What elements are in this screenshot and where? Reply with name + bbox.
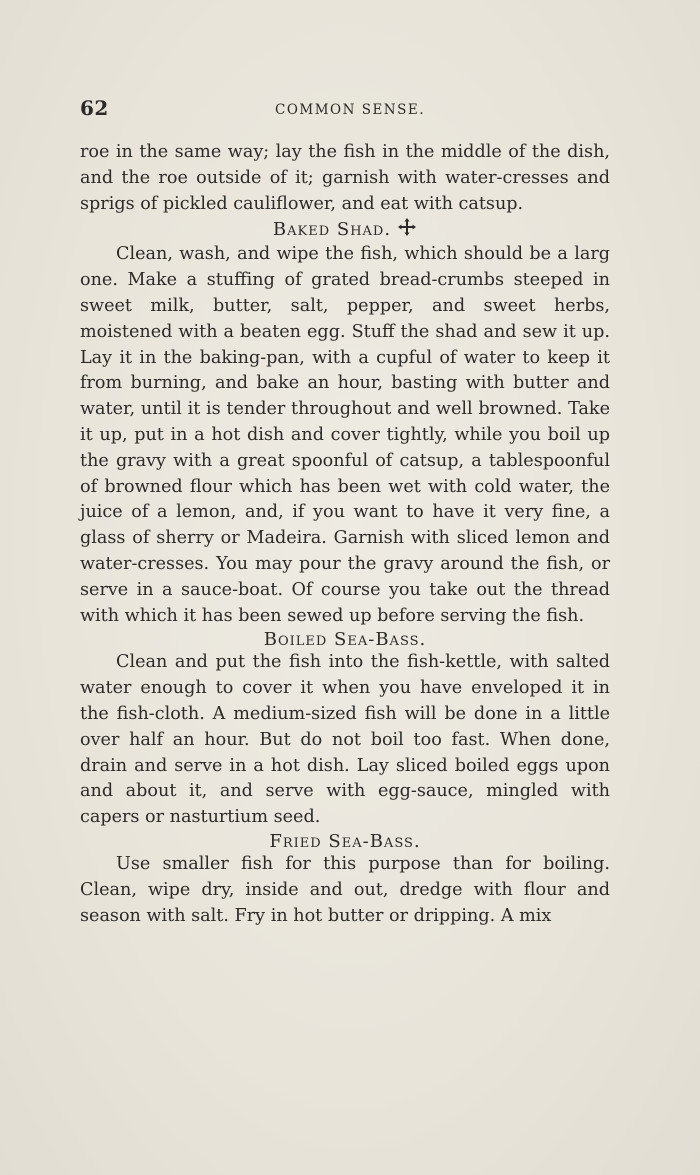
recipe-body-baked-shad: Clean, wash, and wipe the fish, which should be a larg one. Make a stuffing of grated bread-crumbs steeped in sweet milk, butter, salt, pepper, and sweet herbs, moistened with a beaten egg. Stuff the shad and sew it up. Lay it in the baking-pan, with a cupful of water to keep it from burning, and bake an hour, basting with butter and water, until it is tender throughout and well browned. Take it up, put in a hot dish and cover tightly, while you boil up the gravy with a great spoonful of catsup, a tablespoonful of browned flour which has been wet with cold water, the juice of a lemon, and, if you want to have it very fine, a glass of sherry or Madeira. Garnish with sliced lemon and water-cresses. You may pour the gravy around the fish, or serve in a sauce-boat. Of course you take out the thread with which it has been sewed up before serving the fish. — [80, 244, 610, 626]
page-header — [80, 96, 610, 124]
recipe-heading-fried-sea-bass: Fried Sea-Bass. — [269, 830, 421, 852]
page-body — [80, 140, 610, 929]
recipe-heading-baked-shad — [80, 217, 610, 242]
recipe-body-fried-sea-bass: Use smaller fish for this purpose than for boiling. Clean, wipe dry, inside and out, dredge with flour and season with salt. Fry in hot butter or dripping. A mix — [80, 853, 610, 926]
recipe-body-boiled-sea-bass: Clean and put the fish into the fish-kettle, with salted water enough to cover it when you have enveloped it in the fish-cloth. A medium-sized fish will be done in a little over half an hour. But do not boil too fast. When done, drain and serve in a hot dish. Lay sliced boiled eggs upon and about it, and serve with egg-sauce, mingled with capers or nasturtium seed. — [80, 652, 610, 828]
recipe-heading-boiled-sea-bass: Boiled Sea-Bass. — [263, 629, 427, 651]
continued-paragraph: roe in the same way; lay the fish in the middle of the dish, and the roe outside of it; garnish with water-cresses and sprigs of pickled cauliflower, and eat with catsup. — [80, 142, 610, 214]
recipe-title: Baked Shad. — [272, 219, 392, 241]
cross-fleury-icon — [397, 217, 417, 242]
page-number: 62 — [80, 96, 109, 120]
running-head: COMMON SENSE. — [274, 102, 426, 118]
